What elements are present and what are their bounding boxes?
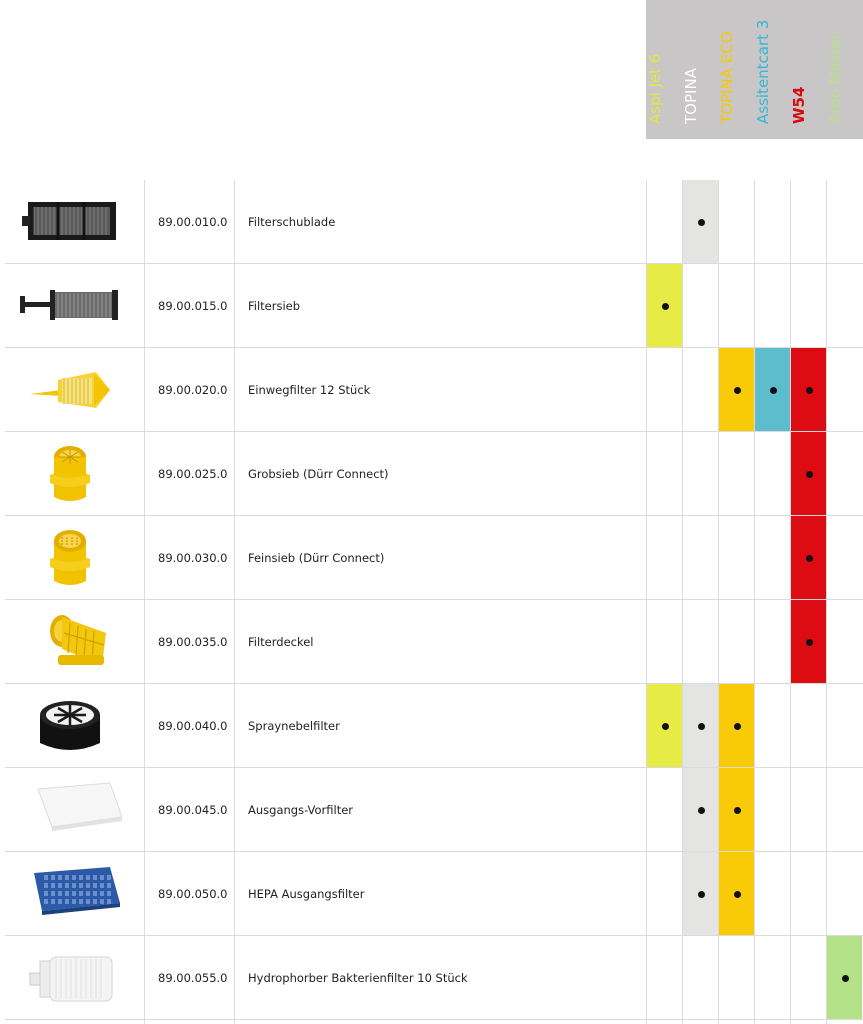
grid-line <box>646 180 647 1024</box>
column-header-label: Ardo Master <box>826 33 844 124</box>
fine-sieve-icon <box>0 516 144 600</box>
part-number: 89.00.040.0 <box>158 719 228 733</box>
grid-line <box>682 180 683 1024</box>
table-row <box>0 348 863 432</box>
compatibility-cell <box>791 600 826 684</box>
table-row <box>0 432 863 516</box>
compatibility-dot <box>806 471 813 478</box>
part-name: Einwegfilter 12 Stück <box>248 383 371 397</box>
part-name: Feinsieb (Dürr Connect) <box>248 551 385 565</box>
compatibility-cell <box>755 348 790 432</box>
compatibility-cell <box>647 684 682 768</box>
hepa-filter-icon <box>0 852 144 936</box>
part-number: 89.00.050.0 <box>158 887 228 901</box>
part-number: 89.00.025.0 <box>158 467 228 481</box>
compatibility-dot <box>806 639 813 646</box>
part-name: Filterschublade <box>248 215 336 229</box>
part-number: 89.00.020.0 <box>158 383 228 397</box>
compatibility-cell <box>719 852 754 936</box>
compatibility-cell <box>791 348 826 432</box>
table-row <box>0 684 863 768</box>
compatibility-cell <box>683 180 718 264</box>
column-header-label: Assitentcart 3 <box>754 19 772 124</box>
table-row <box>0 264 863 348</box>
part-name: Filtersieb <box>248 299 301 313</box>
table-row <box>0 516 863 600</box>
table-row <box>0 936 863 1020</box>
compatibility-dot <box>734 807 741 814</box>
compatibility-dot <box>698 807 705 814</box>
table-row <box>0 180 863 264</box>
part-number: 89.00.015.0 <box>158 299 228 313</box>
compatibility-cell <box>647 264 682 348</box>
grid-line <box>754 180 755 1024</box>
column-header-2 <box>718 0 754 139</box>
spray-mist-filter-icon <box>0 684 144 768</box>
compatibility-dot <box>698 891 705 898</box>
row-divider <box>5 1019 863 1020</box>
parts-table <box>0 180 863 1024</box>
compatibility-cell <box>683 852 718 936</box>
pre-filter-pad-icon <box>0 768 144 852</box>
compatibility-dot <box>662 303 669 310</box>
filter-cover-icon <box>0 600 144 684</box>
compatibility-dot <box>698 219 705 226</box>
part-name: Filterdeckel <box>248 635 314 649</box>
part-number: 89.00.045.0 <box>158 803 228 817</box>
filter-sieve-icon <box>0 264 144 348</box>
column-header-1 <box>682 0 718 139</box>
compatibility-dot <box>842 975 849 982</box>
part-name: Hydrophorber Bakterienfilter 10 Stück <box>248 971 468 985</box>
compatibility-dot <box>734 891 741 898</box>
compatibility-dot <box>734 723 741 730</box>
compatibility-cell <box>827 936 862 1020</box>
part-number: 89.00.010.0 <box>158 215 228 229</box>
compatibility-cell <box>791 516 826 600</box>
disposable-filter-icon <box>0 348 144 432</box>
compatibility-dot <box>770 387 777 394</box>
column-header-label: TOPINA <box>682 68 700 124</box>
compatibility-cell <box>791 432 826 516</box>
part-number: 89.00.030.0 <box>158 551 228 565</box>
column-header-label: W54 <box>790 86 808 124</box>
compatibility-dot <box>734 387 741 394</box>
table-row <box>0 852 863 936</box>
filter-drawer-icon <box>0 180 144 264</box>
grid-line <box>718 180 719 1024</box>
part-number: 89.00.055.0 <box>158 971 228 985</box>
compatibility-cell <box>719 348 754 432</box>
compatibility-cell <box>683 684 718 768</box>
bacteria-filter-icon <box>0 936 144 1020</box>
compatibility-dot <box>806 387 813 394</box>
compatibility-cell <box>719 768 754 852</box>
compatibility-cell <box>683 768 718 852</box>
column-header-label: TOPINA ECO <box>718 31 736 124</box>
grid-line <box>826 180 827 1024</box>
part-name: HEPA Ausgangsfilter <box>248 887 365 901</box>
part-name: Grobsieb (Dürr Connect) <box>248 467 389 481</box>
table-row <box>0 600 863 684</box>
compatibility-dot <box>662 723 669 730</box>
column-header-label: Aspi Jet 6 <box>646 53 664 124</box>
part-number: 89.00.035.0 <box>158 635 228 649</box>
part-name: Ausgangs-Vorfilter <box>248 803 354 817</box>
column-header-0 <box>646 0 682 139</box>
part-name: Spraynebelfilter <box>248 719 340 733</box>
column-header-4 <box>790 0 826 139</box>
coarse-sieve-icon <box>0 432 144 516</box>
compatibility-dot <box>806 555 813 562</box>
table-row <box>0 768 863 852</box>
compatibility-dot <box>698 723 705 730</box>
compatibility-cell <box>719 684 754 768</box>
column-header-5 <box>826 0 862 139</box>
column-header-3 <box>754 0 790 139</box>
grid-line <box>790 180 791 1024</box>
